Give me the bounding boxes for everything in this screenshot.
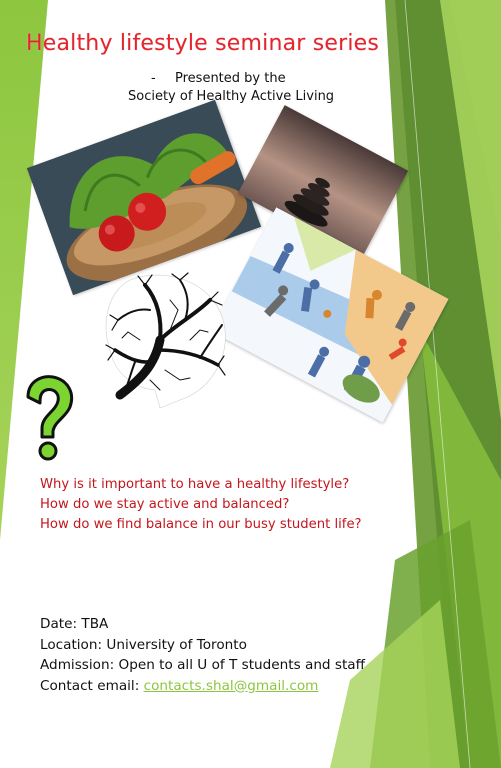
- event-details: [40, 614, 365, 696]
- admission-row: [40, 655, 365, 676]
- date-value: TBA: [81, 616, 109, 632]
- date-row: [40, 614, 365, 635]
- presenter-line-2: Society of Healthy Active Living: [128, 89, 335, 104]
- question-mark-icon: [20, 375, 78, 465]
- admission-value: Open to all U of T students and staff: [118, 657, 365, 673]
- poster-title: Healthy lifestyle seminar series: [26, 31, 380, 56]
- location-value: University of Toronto: [106, 636, 247, 653]
- location-label: Location:: [40, 636, 103, 653]
- presenter-block: [128, 70, 334, 106]
- presenter-line-1: Presented by the: [175, 71, 286, 86]
- questions-block: [40, 475, 362, 535]
- question-1: Why is it important to have a healthy lifestyle?: [40, 477, 350, 492]
- contact-label: Contact email:: [40, 677, 140, 694]
- contact-row: [40, 676, 365, 697]
- presenter-dash: -: [151, 71, 156, 86]
- date-label: Date:: [40, 616, 78, 632]
- question-3: How do we find balance in our busy student life?: [40, 517, 362, 532]
- location-row: [40, 635, 365, 656]
- brain-tree-illustration: [100, 270, 230, 410]
- admission-label: Admission:: [40, 657, 115, 673]
- question-2: How do we stay active and balanced?: [40, 497, 290, 512]
- contact-email-link[interactable]: contacts.shal@gmail.com: [143, 677, 319, 694]
